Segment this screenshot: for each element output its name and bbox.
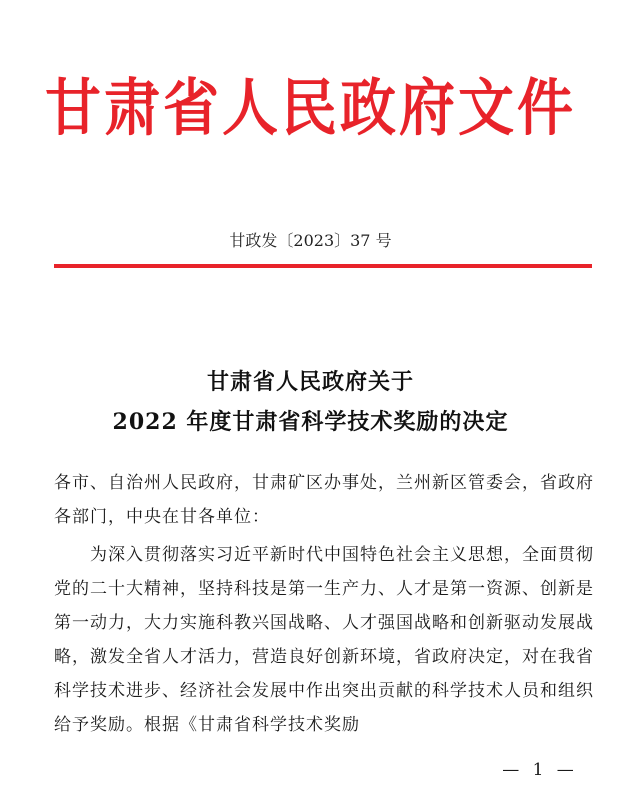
- document-number: 甘政发〔2023〕37 号: [229, 231, 392, 250]
- body-paragraph: 为深入贯彻落实习近平新时代中国特色社会主义思想，全面贯彻党的二十大精神，坚持科技是第一生产力、人才是第一资源、创新是第一动力，大力实施科教兴国战略、人才强国战略和创新驱动发展战略，激发全省人才活力，营造良好创新环境，省政府决定，对在我省科学技术进步、经济社会发展中作出突出贡献的科学技术人员和组织给予奖励。根据《甘肃省科学技术奖励: [54, 545, 594, 735]
- subject-title-line-2: 2022 年度甘肃省科学技术奖励的决定: [112, 409, 509, 435]
- document-header-title: 甘肃省人民政府文件: [45, 71, 576, 145]
- red-divider-line: [54, 264, 592, 268]
- subject-title-line-1: 甘肃省人民政府关于: [206, 369, 414, 395]
- page-number: — 1 —: [502, 760, 578, 780]
- addressee-paragraph: 各市、自治州人民政府，甘肃矿区办事处，兰州新区管委会，省政府各部门，中央在甘各单位：: [54, 473, 594, 527]
